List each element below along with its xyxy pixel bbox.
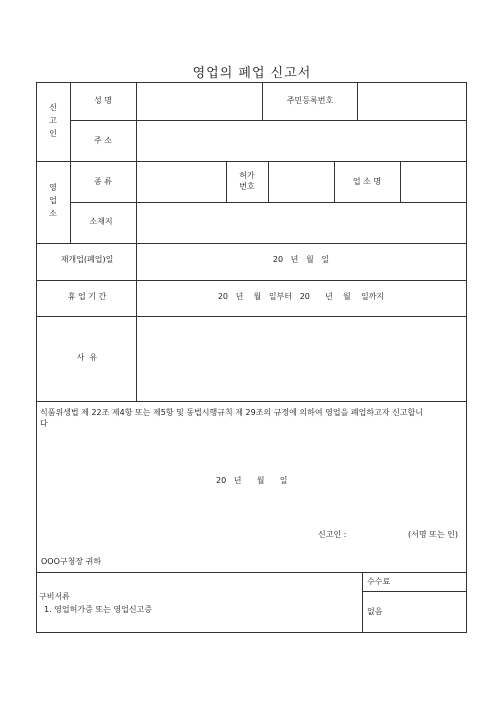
signature-note: (서명 또는 인) — [408, 530, 458, 539]
row-divider — [70, 202, 467, 203]
row-divider — [36, 401, 467, 402]
row-divider — [36, 161, 467, 162]
declaration-text: 식품위생법 제 22조 제4항 또는 제5항 및 동법시행규칙 제 29조의 규정에 의하여 영업을 폐업하고자 신고합니다 — [40, 408, 423, 428]
signer-label: 신고인 : — [318, 530, 347, 539]
address-label: 주 소 — [94, 136, 112, 145]
column-divider — [226, 161, 227, 202]
column-divider — [268, 161, 269, 202]
reopen-date-label: 재개업(폐업)일 — [60, 255, 114, 264]
applicant-section-label: 신 고 인 — [49, 103, 57, 138]
column-divider — [70, 82, 71, 243]
suspension-period-value: 20 년 월 일부터 20 년 월 일까지 — [217, 292, 385, 301]
column-divider — [262, 82, 263, 120]
row-divider — [36, 572, 467, 573]
fee-value: 없음 — [367, 607, 383, 616]
page-title: 영업의 폐업 신고서 — [192, 66, 312, 81]
row-divider — [70, 120, 467, 121]
fee-label: 수수료 — [367, 577, 391, 586]
column-divider — [334, 161, 335, 202]
row-divider — [362, 591, 467, 592]
reopen-date-value: 20 년 월 일 — [272, 255, 330, 264]
column-divider — [357, 82, 358, 120]
row-divider — [36, 316, 467, 317]
rrn-label: 주민등록번호 — [286, 96, 334, 105]
form-border — [36, 82, 467, 633]
location-label: 소재지 — [89, 217, 113, 226]
suspension-period-label: 휴 업 기 간 — [67, 292, 107, 301]
column-divider — [136, 82, 137, 401]
row-divider — [36, 243, 467, 244]
business-type-label: 종 류 — [94, 177, 112, 186]
attachments-label: 구비서류 — [39, 592, 70, 601]
addressee: OOO구청장 귀하 — [41, 557, 102, 566]
column-divider — [362, 572, 363, 633]
permit-number-label: 허가번호 — [239, 171, 255, 191]
column-divider — [400, 161, 401, 202]
business-name-label: 업 소 명 — [352, 177, 382, 186]
row-divider — [36, 280, 467, 281]
business-section-label: 영 업 소 — [49, 183, 57, 218]
attachment-item: 1. 영업허가증 또는 영업신고증 — [44, 605, 152, 614]
name-label: 성 명 — [94, 96, 112, 105]
declaration-date: 20 년 월 일 — [216, 476, 288, 485]
reason-label: 사 유 — [76, 353, 98, 362]
